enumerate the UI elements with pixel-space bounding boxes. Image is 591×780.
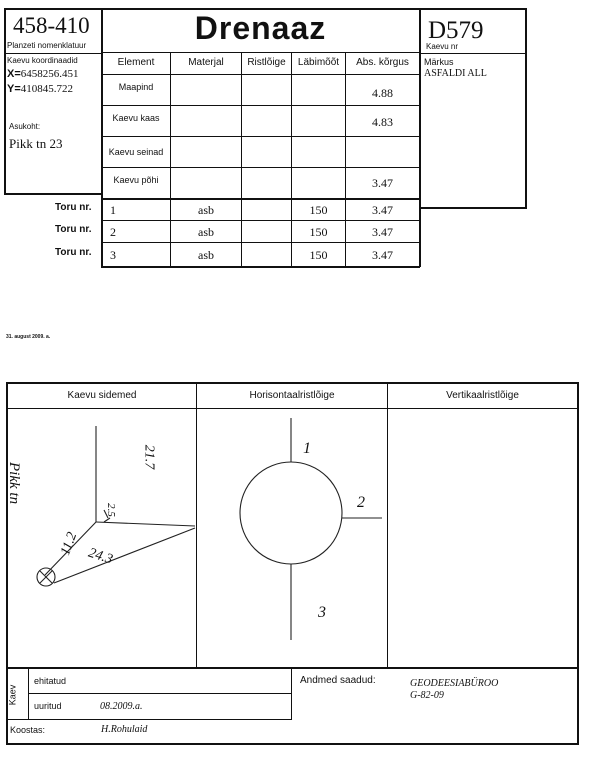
pipe-number: 1 bbox=[110, 203, 116, 217]
row-element-label: Kaevu kaas bbox=[112, 113, 160, 123]
pipe-material: asb bbox=[198, 225, 214, 239]
data-source-org: GEODEESIABÜROO bbox=[410, 678, 499, 689]
col-header-element: Element bbox=[117, 57, 155, 68]
well-id: D579 bbox=[428, 17, 484, 44]
col-title-horizontal-section: Horisontaalristlõige bbox=[249, 390, 335, 401]
distance-label: 11.2 bbox=[58, 530, 81, 558]
col-header-material: Materjal bbox=[188, 57, 224, 68]
well-caption: Kaevu nr bbox=[426, 42, 459, 51]
row-element-label: Maapind bbox=[118, 82, 154, 92]
coords-label: Kaevu koordinaadid bbox=[7, 56, 78, 65]
pipe-abs-height: 3.47 bbox=[372, 203, 393, 217]
kaev-label: Kaev bbox=[7, 684, 18, 706]
remarks-value: ASFALDI ALL bbox=[424, 68, 487, 79]
col-title-vertical-section: Vertikaalristlõige bbox=[446, 390, 519, 401]
built-label: ehitatud bbox=[34, 676, 67, 686]
pipe-material: asb bbox=[198, 248, 214, 262]
row-abs-value: 4.83 bbox=[372, 115, 393, 129]
location-value: Pikk tn 23 bbox=[9, 136, 63, 151]
distance-label: 2.5 bbox=[104, 503, 117, 517]
col-header-abs-height: Abs. kõrgus bbox=[356, 57, 409, 68]
pipe-number: 3 bbox=[110, 248, 116, 262]
sheet-number: 458-410 bbox=[13, 13, 90, 38]
pipe-label: 3 bbox=[318, 604, 326, 621]
pipe-material: asb bbox=[198, 203, 214, 217]
data-source-label: Andmed saadud: bbox=[300, 675, 376, 686]
col-header-cross-section: Ristlõige bbox=[247, 57, 286, 68]
coord-x-label: X= bbox=[7, 68, 21, 80]
sheet-caption: Planzeti nomenklatuur bbox=[7, 41, 87, 50]
pipe-label: 2 bbox=[357, 494, 365, 511]
pipe-row-label: Toru nr. bbox=[55, 202, 92, 213]
col-title-well-ties: Kaevu sidemed bbox=[67, 390, 137, 401]
pipe-diameter: 150 bbox=[309, 203, 328, 217]
data-source-code: G-82-09 bbox=[410, 690, 444, 701]
row-element-label: Kaevu seinad bbox=[108, 147, 164, 157]
street-name: Pikk tn bbox=[6, 462, 22, 505]
surveyed-value: 08.2009.a. bbox=[100, 701, 143, 712]
pipe-abs-height: 3.47 bbox=[372, 248, 393, 262]
distance-label: 21.7 bbox=[141, 444, 157, 470]
pipe-diameter: 150 bbox=[309, 225, 328, 239]
pipe-diameter: 150 bbox=[309, 248, 328, 262]
date-note: 31. august 2009. a. bbox=[6, 334, 51, 340]
pipe-row-label: Toru nr. bbox=[55, 224, 92, 235]
page-title: Drenaaz bbox=[194, 10, 327, 46]
pipe-row-label: Toru nr. bbox=[55, 247, 92, 258]
row-abs-value: 3.47 bbox=[372, 176, 393, 190]
composed-label: Koostas: bbox=[10, 725, 46, 735]
surveyed-label: uuritud bbox=[34, 701, 62, 711]
coord-y-label: Y= bbox=[7, 83, 21, 95]
row-element-label: Kaevu põhi bbox=[113, 175, 159, 185]
distance-label: 24.3 bbox=[86, 545, 115, 568]
col-header-diameter: Läbimõõt bbox=[297, 57, 340, 68]
coord-x-value: 6458256.451 bbox=[20, 68, 79, 80]
pipe-abs-height: 3.47 bbox=[372, 225, 393, 239]
pipe-label: 1 bbox=[303, 440, 311, 457]
location-label: Asukoht: bbox=[9, 122, 41, 131]
composed-value: H.Rohulaid bbox=[101, 724, 148, 735]
coord-y-value: 410845.722 bbox=[20, 83, 74, 95]
row-abs-value: 4.88 bbox=[372, 86, 393, 100]
pipe-number: 2 bbox=[110, 225, 116, 239]
remarks-label: Märkus bbox=[424, 57, 454, 67]
